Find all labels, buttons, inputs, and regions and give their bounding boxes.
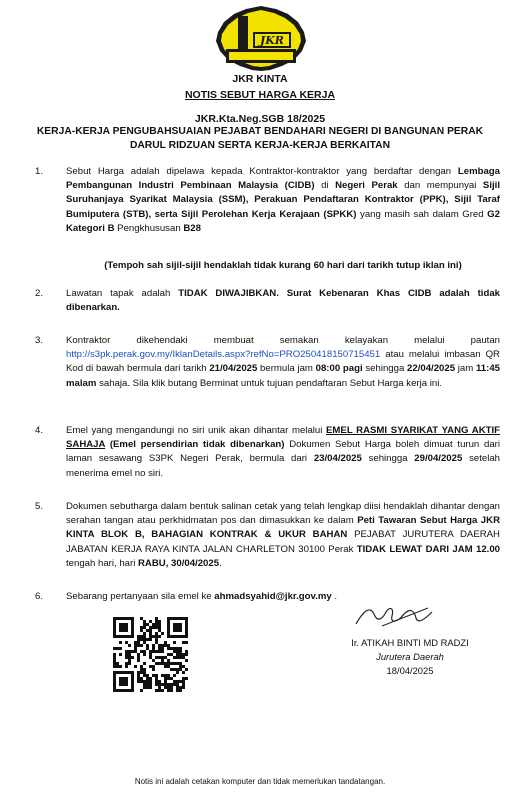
reference-number: JKR.Kta.Neg.SGB 18/2025 bbox=[194, 113, 326, 125]
item-text: Sebarang pertanyaan sila emel ke ahmadsyahid@jkr.gov.my . bbox=[66, 591, 338, 602]
qr-code[interactable] bbox=[113, 617, 188, 692]
item-text: Kontraktor dikehendaki membuat semakan kelayakan melalui pautan http://s3pk.perak.gov.my/IklanDetails.aspx?refNo=PRO250418150715451 atau melalui imbasan QR Kod di bawah bermula dari tarikh 21/04/2025 bermula jam 08:00 pagi sehingga 22/04/2025 jam 11:45 malam sahaja. Sila klik butang Berminat untuk tujuan pendaftaran Sebut Harga kerja ini. bbox=[66, 335, 500, 389]
item-text: Lawatan tapak adalah TIDAK DIWAJIBKAN. Surat Kebenaran Khas CIDB adalah tidak dibenarkan. bbox=[66, 288, 501, 314]
item-1 bbox=[35, 165, 500, 236]
contact-email[interactable]: ahmadsyahid@jkr.gov.my bbox=[214, 591, 332, 602]
signatory-name: Ir. ATIKAH BINTI MD RADZI bbox=[351, 637, 469, 648]
item-number: 5. bbox=[35, 501, 44, 512]
handwritten-signature bbox=[352, 600, 438, 632]
item-4 bbox=[35, 424, 500, 481]
item-text: Dokumen sebutharga dalam bentuk salinan cetak yang telah lengkap diisi hendaklah dihantar dengan serahan tangan atau perkhidmatan pos dan dimasukkan ke dalam Peti Tawaran Sebut Harga JKR KINTA BLOK B, BAHAGIAN KONTRAK & UKUR BAHAN PEJABAT JURUTERA DAERAH JABATAN KERJA RAYA KINTA JALAN CHARLETON 30100 Perak TIDAK LEWAT DARI JAM 12.00 tengah hari, hari RABU, 30/04/2025. bbox=[66, 501, 500, 569]
item-3 bbox=[35, 334, 500, 391]
item-text: Emel yang mengandungi no siri unik akan dihantar melalui EMEL RASMI SYARIKAT YANG AKTIF SAHAJA (Emel persendirian tidak dibenarkan) Dokumen Sebut Harga boleh dimuat turun dari laman sesawang S3PK Negeri Perak, bermula dari 23/04/2025 sehingga 29/04/2025 setelah menerima emel no siri. bbox=[66, 425, 501, 479]
project-title-line1: KERJA-KERJA PENGUBAHSUAIAN PEJABAT BENDAHARI NEGERI DI BANGUNAN PERAK bbox=[36, 126, 484, 137]
signatory-position: Jurutera Daerah bbox=[376, 651, 444, 662]
project-title-line2: DARUL RIDZUAN SERTA KERJA-KERJA BERKAITAN bbox=[129, 140, 391, 151]
signature-date: 18/04/2025 bbox=[386, 665, 434, 676]
item-2 bbox=[35, 287, 500, 315]
jkr-logo bbox=[214, 5, 308, 72]
footer-note: Notis ini adalah cetakan komputer dan tidak memerlukan tandatangan. bbox=[134, 777, 386, 786]
item-5 bbox=[35, 500, 500, 571]
item-number: 6. bbox=[35, 591, 44, 602]
org-name: JKR KINTA bbox=[232, 73, 288, 85]
item-text: Sebut Harga adalah dipelawa kepada Kontraktor-kontraktor yang berdaftar dengan Lembaga Pembangunan Industri Pembinaan Malaysia (CIDB) di Negeri Perak dan mempunyai Sijil Suruhanjaya Syarikat Malaysia (SSM), Perakuan Pendaftaran Kontraktor (PPK), Sijil Taraf Bumiputera (STB), serta Sijil Perolehan Kerja Kerajaan (SPKK) yang masih sah dalam Gred G2 Kategori B Pengkhususan B28 bbox=[66, 166, 500, 234]
item-number: 3. bbox=[35, 335, 44, 346]
item-number: 2. bbox=[35, 288, 44, 299]
item-number: 1. bbox=[35, 166, 44, 177]
item-number: 4. bbox=[35, 425, 44, 436]
notice-title: NOTIS SEBUT HARGA KERJA bbox=[184, 89, 336, 101]
logo-text: JKR bbox=[260, 34, 284, 47]
s3pk-link[interactable]: http://s3pk.perak.gov.my/IklanDetails.aspx?refNo=PRO250418150715451 bbox=[66, 349, 381, 361]
validity-note: (Tempoh sah sijil-sijil hendaklah tidak kurang 60 hari dari tarikh tutup iklan ini) bbox=[104, 260, 462, 271]
